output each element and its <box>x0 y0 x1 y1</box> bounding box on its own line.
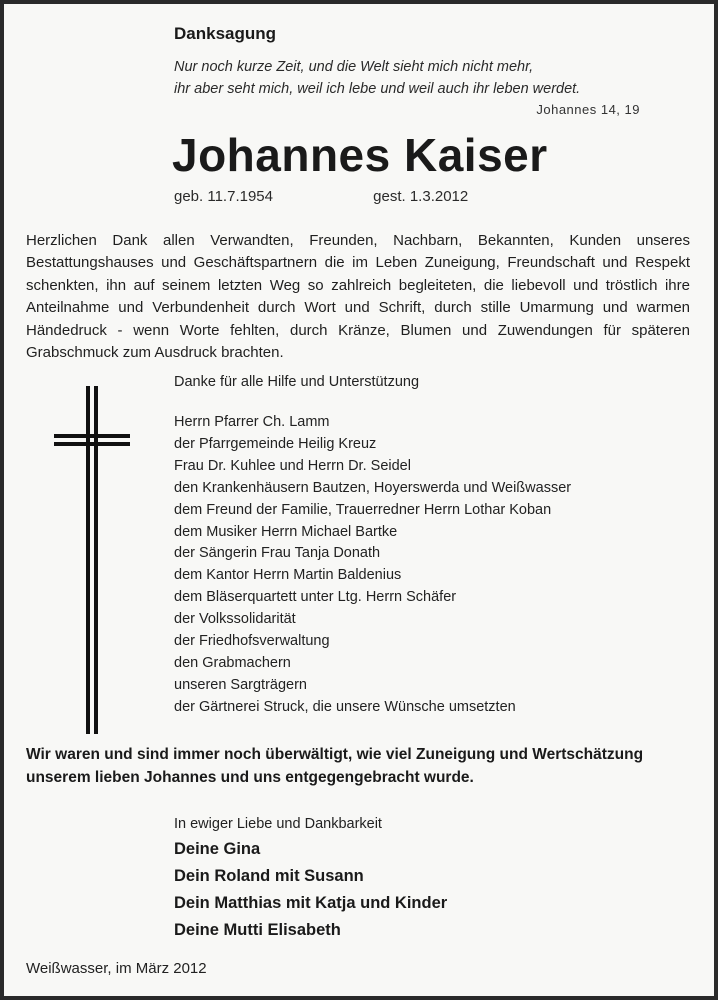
family-member: Deine Gina <box>174 840 261 858</box>
family-list <box>174 836 447 944</box>
overwhelm-statement: Wir waren und sind immer noch überwältigt, wie viel Zuneigung und Wertschätzung unserem lieben Johannes und uns entgegengebracht wurde. <box>26 746 644 786</box>
family-member: Dein Matthias mit Katja und Kinder <box>174 894 448 912</box>
helper-item: Herrn Pfarrer Ch. Lamm <box>174 414 330 430</box>
helper-item: dem Musiker Herrn Michael Bartke <box>174 523 398 540</box>
helper-item: den Grabmachern <box>174 654 291 671</box>
heading: Danksagung <box>174 24 277 43</box>
helpers-list <box>174 412 571 719</box>
death-date: gest. 1.3.2012 <box>373 188 469 205</box>
place-date: Weißwasser, im März 2012 <box>26 960 207 977</box>
family-member: Deine Mutti Elisabeth <box>174 921 341 939</box>
verse-reference: Johannes 14, 19 <box>536 102 640 117</box>
cross-icon <box>54 386 130 734</box>
birth-date: geb. 11.7.1954 <box>174 188 273 205</box>
helper-item: der Friedhofsverwaltung <box>174 633 330 650</box>
obituary-card <box>4 4 714 996</box>
helper-item: der Gärtnerei Struck, die unsere Wünsche umsetzten <box>174 698 516 715</box>
helper-item: der Pfarrgemeinde Heilig Kreuz <box>174 435 377 452</box>
helper-item: der Sängerin Frau Tanja Donath <box>174 545 381 562</box>
bible-verse <box>174 56 580 100</box>
family-member: Dein Roland mit Susann <box>174 867 364 885</box>
helper-item: dem Bläserquartett unter Ltg. Herrn Schäfer <box>174 589 457 606</box>
helper-item: unseren Sargträgern <box>174 676 307 693</box>
helper-item: dem Kantor Herrn Martin Baldenius <box>174 567 402 584</box>
verse-line-2: ihr aber seht mich, weil ich lebe und weil auch ihr leben werdet. <box>174 81 581 97</box>
helper-item: der Volkssolidarität <box>174 611 296 628</box>
helpers-intro: Danke für alle Hilfe und Unterstützung <box>174 374 420 390</box>
verse-line-1: Nur noch kurze Zeit, und die Welt sieht mich nicht mehr, <box>174 59 534 75</box>
helper-item: den Krankenhäusern Bautzen, Hoyerswerda und Weißwasser <box>174 479 572 496</box>
thanks-paragraph: Herzlichen Dank allen Verwandten, Freunden, Nachbarn, Bekannten, Kunden unseres Bestattungshauses und Geschäftspartnern die im Leben Zuneigung, Freundschaft und Respekt schenkten, ihn auf seinem letzten Weg so zahlreich begleiteten, die liebevoll und tröstlich ihre Anteilnahme und Verbundenheit durch Wort und Schrift, durch stille Umarmung und warmen Händedruck - wenn Worte fehlten, durch Kränze, Blumen und Zuwendungen für späteren Grabschmuck zum Ausdruck brachten. <box>26 232 690 362</box>
life-dates <box>174 188 468 205</box>
closing-line: In ewiger Liebe und Dankbarkeit <box>174 816 382 832</box>
helper-item: dem Freund der Familie, Trauerredner Herrn Lothar Koban <box>174 501 552 518</box>
deceased-name: Johannes Kaiser <box>172 129 548 181</box>
helper-item: Frau Dr. Kuhlee und Herrn Dr. Seidel <box>174 457 411 474</box>
